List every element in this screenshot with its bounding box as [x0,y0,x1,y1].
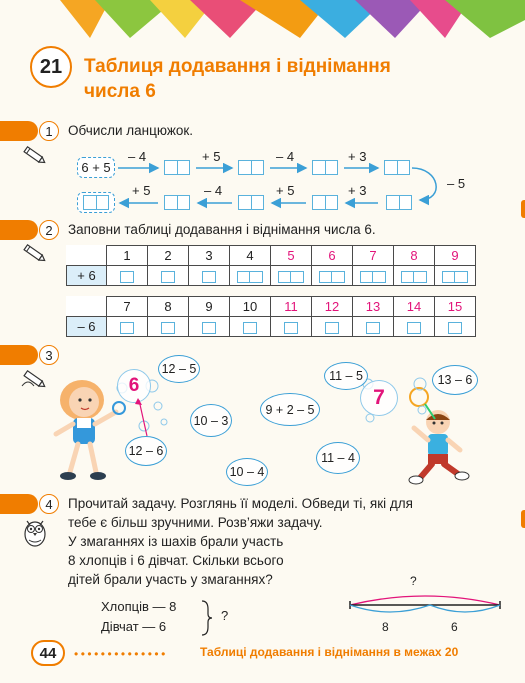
lesson-title: Таблиця додавання і віднімання числа 6 [84,56,391,102]
table-number: 4 [230,246,271,266]
table-number: 15 [435,297,476,317]
task-2-number: 2 [39,220,59,240]
target-bubble-6: 6 [117,369,151,403]
segment-right-label: 6 [451,620,458,634]
chain-op: – 4 [128,149,147,164]
task-4-tab [0,494,38,514]
table-operation: + 6 [67,266,107,286]
chain-answer-cell[interactable] [312,195,338,210]
task-1-number: 1 [39,121,59,141]
expression-bubble[interactable]: 12 – 5 [158,355,200,383]
table-answer-cell[interactable] [189,317,230,337]
table-answer-cell[interactable] [148,317,189,337]
chain-op: + 3 [348,183,367,198]
table-answer-cell[interactable] [271,266,312,286]
page-number: 44 [31,640,65,666]
edge-marker [521,200,525,218]
chain-answer-cell[interactable] [384,160,410,175]
task-3-tab [0,345,38,365]
table-number: 9 [435,246,476,266]
table-number: 12 [312,297,353,317]
expression-bubble[interactable]: 12 – 6 [125,436,167,466]
table-answer-cell[interactable] [435,266,476,286]
table-answer-cell[interactable] [353,317,394,337]
task-2-tab [0,220,38,240]
chain-answer-cell[interactable] [164,195,190,210]
edge-marker [521,510,525,528]
table-number: 9 [189,297,230,317]
table-number: 1 [107,246,148,266]
table-number: 5 [271,246,312,266]
segment-question: ? [410,574,417,588]
chain-answer-cell[interactable] [164,160,190,175]
task-4-line: У змаганнях із шахів брали участь [68,534,284,549]
table-number: 11 [271,297,312,317]
table-answer-cell[interactable] [230,266,271,286]
expression-bubble[interactable]: 9 + 2 – 5 [260,393,320,426]
table-answer-cell[interactable] [312,266,353,286]
expression-bubble[interactable]: 13 – 6 [432,365,478,395]
expression-bubble[interactable]: 10 – 4 [226,458,268,486]
task-4-line: дітей брали участь у змаганнях? [68,572,273,587]
girls-line: Дівчат — 6 [101,619,167,634]
table-answer-cell[interactable] [435,317,476,337]
task-4-line: Прочитай задачу. Розглянь її моделі. Обведи ті, які для [68,496,413,511]
chain-answer-cell[interactable] [238,195,264,210]
target-bubble-7: 7 [360,380,398,416]
task-1-tab [0,121,38,141]
top-banner [0,0,525,38]
table-answer-cell[interactable] [148,266,189,286]
table-answer-cell[interactable] [353,266,394,286]
owl-icon [22,516,48,548]
segment-model[interactable] [345,585,505,625]
task-1-text: Обчисли ланцюжок. [68,123,194,138]
chain-op: + 5 [132,183,151,198]
expression-bubble[interactable]: 11 – 4 [316,442,360,474]
chain-start-box: 6 + 5 [77,157,115,178]
task-4-number: 4 [39,494,59,514]
segment-left-label: 8 [382,620,389,634]
task-4-line: 8 хлопців і 6 дівчат. Скільки всього [68,553,284,568]
table-answer-cell[interactable] [189,266,230,286]
footer-section-title: Таблиці додавання і віднімання в межах 20 [200,645,459,659]
bubble-arrow [135,398,155,440]
table-header-row [67,246,476,266]
task-3-number: 3 [39,345,59,365]
table-answer-cell[interactable] [394,266,435,286]
expression-bubble[interactable]: 10 – 3 [190,404,232,437]
table-number: 7 [107,297,148,317]
table-number: 7 [353,246,394,266]
pencil-icon [20,144,48,166]
task-2-text: Заповни таблиці додавання і віднімання числа 6. [68,222,376,237]
table-number: 3 [189,246,230,266]
table-answer-cell[interactable] [230,317,271,337]
table-number: 14 [394,297,435,317]
table-number: 10 [230,297,271,317]
subtraction-table [66,296,476,337]
table-answer-cell[interactable] [107,317,148,337]
table-answer-cell[interactable] [312,317,353,337]
chain-op: + 5 [202,149,221,164]
lesson-number-badge: 21 [30,46,72,88]
chain-answer-cell[interactable] [238,160,264,175]
chain-op: + 5 [276,183,295,198]
table-number: 13 [353,297,394,317]
table-number: 8 [148,297,189,317]
task-4-line: тебе є більш зручними. Розв’яжи задачу. [68,515,323,530]
table-number: 8 [394,246,435,266]
table-answer-cell[interactable] [394,317,435,337]
chain-op: + 3 [348,149,367,164]
boys-line: Хлопців — 8 [101,599,177,614]
expression-bubble[interactable]: 11 – 5 [324,362,368,390]
chain-end-box[interactable] [77,192,115,213]
model-question: ? [221,608,229,623]
chain-answer-cell[interactable] [386,195,412,210]
pencil-icon [20,242,48,264]
table-operation: – 6 [67,317,107,337]
chain-op: – 4 [276,149,295,164]
footer-dots: •••••••••••••• [74,647,168,661]
chain-op: – 4 [204,183,223,198]
chain-answer-cell[interactable] [312,160,338,175]
table-number: 2 [148,246,189,266]
table-answer-row [67,317,476,337]
table-header-row [67,297,476,317]
table-answer-cell[interactable] [271,317,312,337]
short-record-model[interactable] [101,597,176,637]
chain-op-turn: – 5 [447,176,466,191]
table-number: 6 [312,246,353,266]
brace-icon [200,599,214,637]
table-answer-cell[interactable] [107,266,148,286]
addition-table [66,245,476,286]
table-answer-row [67,266,476,286]
